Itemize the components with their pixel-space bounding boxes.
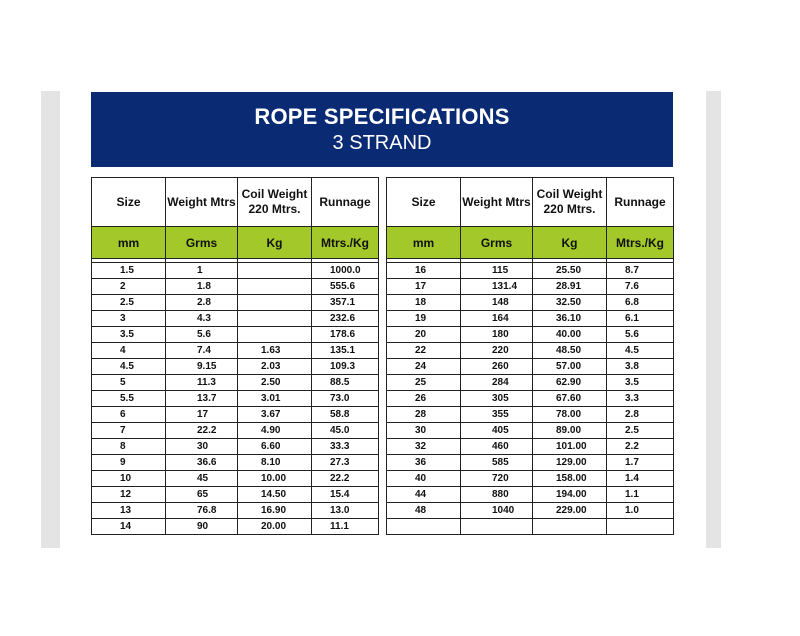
cell-weight: 2.8: [166, 295, 238, 311]
cell-size: 14: [92, 519, 166, 535]
cell-weight: 65: [166, 487, 238, 503]
cell-size: 22: [387, 343, 461, 359]
table-row: [387, 519, 674, 535]
cell-coil-weight: [238, 295, 312, 311]
cell-coil-weight: 57.00: [533, 359, 607, 375]
unit-size: mm: [92, 227, 166, 259]
cell-weight: 22.2: [166, 423, 238, 439]
cell-runnage: [607, 519, 674, 535]
cell-size: 10: [92, 471, 166, 487]
cell-coil-weight: 8.10: [238, 455, 312, 471]
cell-coil-weight: 62.90: [533, 375, 607, 391]
cell-coil-weight: 1.63: [238, 343, 312, 359]
cell-coil-weight: 28.91: [533, 279, 607, 295]
unit-coil: Kg: [238, 227, 312, 259]
cell-weight: 131.4: [461, 279, 533, 295]
cell-weight: 1: [166, 263, 238, 279]
cell-weight: 1.8: [166, 279, 238, 295]
table-row: [387, 423, 674, 439]
cell-weight: 164: [461, 311, 533, 327]
table-row: [387, 263, 674, 279]
cell-weight: 180: [461, 327, 533, 343]
cell-size: 3: [92, 311, 166, 327]
unit-coil: Kg: [533, 227, 607, 259]
cell-weight: 148: [461, 295, 533, 311]
cell-runnage: 7.6: [607, 279, 674, 295]
table-row: [387, 455, 674, 471]
cell-size: 2: [92, 279, 166, 295]
cell-size: 36: [387, 455, 461, 471]
cell-size: 4: [92, 343, 166, 359]
table-row: [92, 439, 379, 455]
cell-runnage: 3.3: [607, 391, 674, 407]
table-body-left: [92, 263, 379, 535]
cell-runnage: 2.8: [607, 407, 674, 423]
cell-runnage: 2.2: [607, 439, 674, 455]
cell-size: 40: [387, 471, 461, 487]
cell-runnage: 45.0: [312, 423, 379, 439]
cell-coil-weight: 36.10: [533, 311, 607, 327]
spec-table-right: [386, 177, 674, 535]
cell-coil-weight: 229.00: [533, 503, 607, 519]
cell-weight: 30: [166, 439, 238, 455]
units-row: [387, 227, 674, 259]
cell-size: 8: [92, 439, 166, 455]
cell-coil-weight: 78.00: [533, 407, 607, 423]
table-row: [387, 471, 674, 487]
unit-weight: Grms: [461, 227, 533, 259]
cell-weight: 220: [461, 343, 533, 359]
cell-runnage: 3.5: [607, 375, 674, 391]
table-row: [387, 487, 674, 503]
cell-size: 30: [387, 423, 461, 439]
cell-coil-weight: 129.00: [533, 455, 607, 471]
cell-runnage: 1.7: [607, 455, 674, 471]
header-size: Size: [387, 178, 461, 227]
unit-weight: Grms: [166, 227, 238, 259]
table-row: [387, 343, 674, 359]
cell-runnage: 1.1: [607, 487, 674, 503]
table-row: [92, 407, 379, 423]
spec-table-left: [91, 177, 379, 535]
cell-size: 9: [92, 455, 166, 471]
cell-weight: 13.7: [166, 391, 238, 407]
cell-runnage: 15.4: [312, 487, 379, 503]
cell-runnage: 2.5: [607, 423, 674, 439]
table-row: [92, 263, 379, 279]
header-weight: Weight Mtrs: [166, 178, 238, 227]
cell-runnage: 6.8: [607, 295, 674, 311]
cell-size: 25: [387, 375, 461, 391]
cell-weight: 17: [166, 407, 238, 423]
cell-weight: 90: [166, 519, 238, 535]
cell-weight: [461, 519, 533, 535]
table-row: [92, 327, 379, 343]
cell-size: 20: [387, 327, 461, 343]
cell-size: 5.5: [92, 391, 166, 407]
cell-size: 12: [92, 487, 166, 503]
header-coil-weight: Coil Weight 220 Mtrs.: [533, 178, 607, 227]
cell-coil-weight: 3.67: [238, 407, 312, 423]
table-row: [92, 295, 379, 311]
cell-weight: 4.3: [166, 311, 238, 327]
cell-runnage: 33.3: [312, 439, 379, 455]
cell-weight: 36.6: [166, 455, 238, 471]
cell-coil-weight: 194.00: [533, 487, 607, 503]
cell-runnage: 555.6: [312, 279, 379, 295]
cell-size: 3.5: [92, 327, 166, 343]
unit-size: mm: [387, 227, 461, 259]
cell-weight: 11.3: [166, 375, 238, 391]
cell-weight: 405: [461, 423, 533, 439]
table-row: [387, 503, 674, 519]
table-row: [92, 487, 379, 503]
cell-runnage: 13.0: [312, 503, 379, 519]
table-row: [387, 359, 674, 375]
cell-coil-weight: 6.60: [238, 439, 312, 455]
table-row: [92, 519, 379, 535]
title-banner: [91, 92, 673, 167]
cell-weight: 355: [461, 407, 533, 423]
cell-coil-weight: 89.00: [533, 423, 607, 439]
cell-runnage: 135.1: [312, 343, 379, 359]
cell-coil-weight: 32.50: [533, 295, 607, 311]
header-runnage: Runnage: [607, 178, 674, 227]
cell-coil-weight: 10.00: [238, 471, 312, 487]
cell-coil-weight: 101.00: [533, 439, 607, 455]
table-row: [387, 439, 674, 455]
table-row: [92, 343, 379, 359]
cell-runnage: 1.0: [607, 503, 674, 519]
table-row: [387, 375, 674, 391]
cell-runnage: 22.2: [312, 471, 379, 487]
cell-coil-weight: 2.50: [238, 375, 312, 391]
cell-size: 18: [387, 295, 461, 311]
cell-weight: 585: [461, 455, 533, 471]
cell-coil-weight: 14.50: [238, 487, 312, 503]
cell-size: 19: [387, 311, 461, 327]
table-row: [387, 279, 674, 295]
cell-size: 28: [387, 407, 461, 423]
cell-coil-weight: 4.90: [238, 423, 312, 439]
table-row: [92, 375, 379, 391]
cell-size: 4.5: [92, 359, 166, 375]
table-row: [387, 391, 674, 407]
table-row: [92, 503, 379, 519]
unit-runnage: Mtrs./Kg: [312, 227, 379, 259]
unit-runnage: Mtrs./Kg: [607, 227, 674, 259]
table-header-row: [387, 178, 674, 227]
table-row: [92, 471, 379, 487]
header-runnage: Runnage: [312, 178, 379, 227]
table-row: [387, 295, 674, 311]
cell-runnage: 4.5: [607, 343, 674, 359]
cell-runnage: 73.0: [312, 391, 379, 407]
cell-weight: 260: [461, 359, 533, 375]
cell-size: 24: [387, 359, 461, 375]
table-row: [92, 279, 379, 295]
cell-runnage: 27.3: [312, 455, 379, 471]
cell-size: 13: [92, 503, 166, 519]
table-row: [387, 407, 674, 423]
cell-coil-weight: 158.00: [533, 471, 607, 487]
cell-size: [387, 519, 461, 535]
cell-size: 6: [92, 407, 166, 423]
cell-coil-weight: 3.01: [238, 391, 312, 407]
table-row: [387, 327, 674, 343]
cell-weight: 5.6: [166, 327, 238, 343]
units-row: [92, 227, 379, 259]
cell-runnage: 11.1: [312, 519, 379, 535]
cell-coil-weight: 2.03: [238, 359, 312, 375]
cell-weight: 305: [461, 391, 533, 407]
cell-coil-weight: [533, 519, 607, 535]
table-row: [387, 311, 674, 327]
cell-runnage: 5.6: [607, 327, 674, 343]
cell-runnage: 232.6: [312, 311, 379, 327]
cell-size: 5: [92, 375, 166, 391]
cell-size: 1.5: [92, 263, 166, 279]
cell-runnage: 178.6: [312, 327, 379, 343]
cell-weight: 720: [461, 471, 533, 487]
cell-runnage: 88.5: [312, 375, 379, 391]
cell-weight: 115: [461, 263, 533, 279]
cell-coil-weight: 48.50: [533, 343, 607, 359]
table-row: [92, 391, 379, 407]
cell-coil-weight: [238, 327, 312, 343]
cell-runnage: 1000.0: [312, 263, 379, 279]
cell-size: 7: [92, 423, 166, 439]
cell-size: 17: [387, 279, 461, 295]
cell-weight: 76.8: [166, 503, 238, 519]
table-row: [92, 359, 379, 375]
banner-subtitle: 3 STRAND: [332, 132, 432, 154]
table-body-right: [387, 263, 674, 535]
cell-weight: 284: [461, 375, 533, 391]
cell-coil-weight: 67.60: [533, 391, 607, 407]
cell-weight: 45: [166, 471, 238, 487]
cell-runnage: 357.1: [312, 295, 379, 311]
cell-weight: 7.4: [166, 343, 238, 359]
cell-runnage: 58.8: [312, 407, 379, 423]
cell-size: 26: [387, 391, 461, 407]
banner-title: ROPE SPECIFICATIONS: [254, 104, 510, 129]
cell-coil-weight: [238, 279, 312, 295]
cell-runnage: 109.3: [312, 359, 379, 375]
cell-size: 2.5: [92, 295, 166, 311]
cell-coil-weight: 40.00: [533, 327, 607, 343]
cell-coil-weight: 20.00: [238, 519, 312, 535]
cell-runnage: 3.8: [607, 359, 674, 375]
cell-weight: 1040: [461, 503, 533, 519]
table-row: [92, 311, 379, 327]
cell-coil-weight: [238, 311, 312, 327]
cell-coil-weight: [238, 263, 312, 279]
cell-weight: 9.15: [166, 359, 238, 375]
cell-runnage: 8.7: [607, 263, 674, 279]
cell-size: 48: [387, 503, 461, 519]
cell-size: 32: [387, 439, 461, 455]
table-row: [92, 455, 379, 471]
cell-coil-weight: 16.90: [238, 503, 312, 519]
cell-size: 16: [387, 263, 461, 279]
table-row: [92, 423, 379, 439]
table-header-row: [92, 178, 379, 227]
cell-coil-weight: 25.50: [533, 263, 607, 279]
cell-size: 44: [387, 487, 461, 503]
cell-weight: 460: [461, 439, 533, 455]
cell-runnage: 6.1: [607, 311, 674, 327]
cell-weight: 880: [461, 487, 533, 503]
cell-runnage: 1.4: [607, 471, 674, 487]
header-coil-weight: Coil Weight 220 Mtrs.: [238, 178, 312, 227]
header-weight: Weight Mtrs: [461, 178, 533, 227]
header-size: Size: [92, 178, 166, 227]
